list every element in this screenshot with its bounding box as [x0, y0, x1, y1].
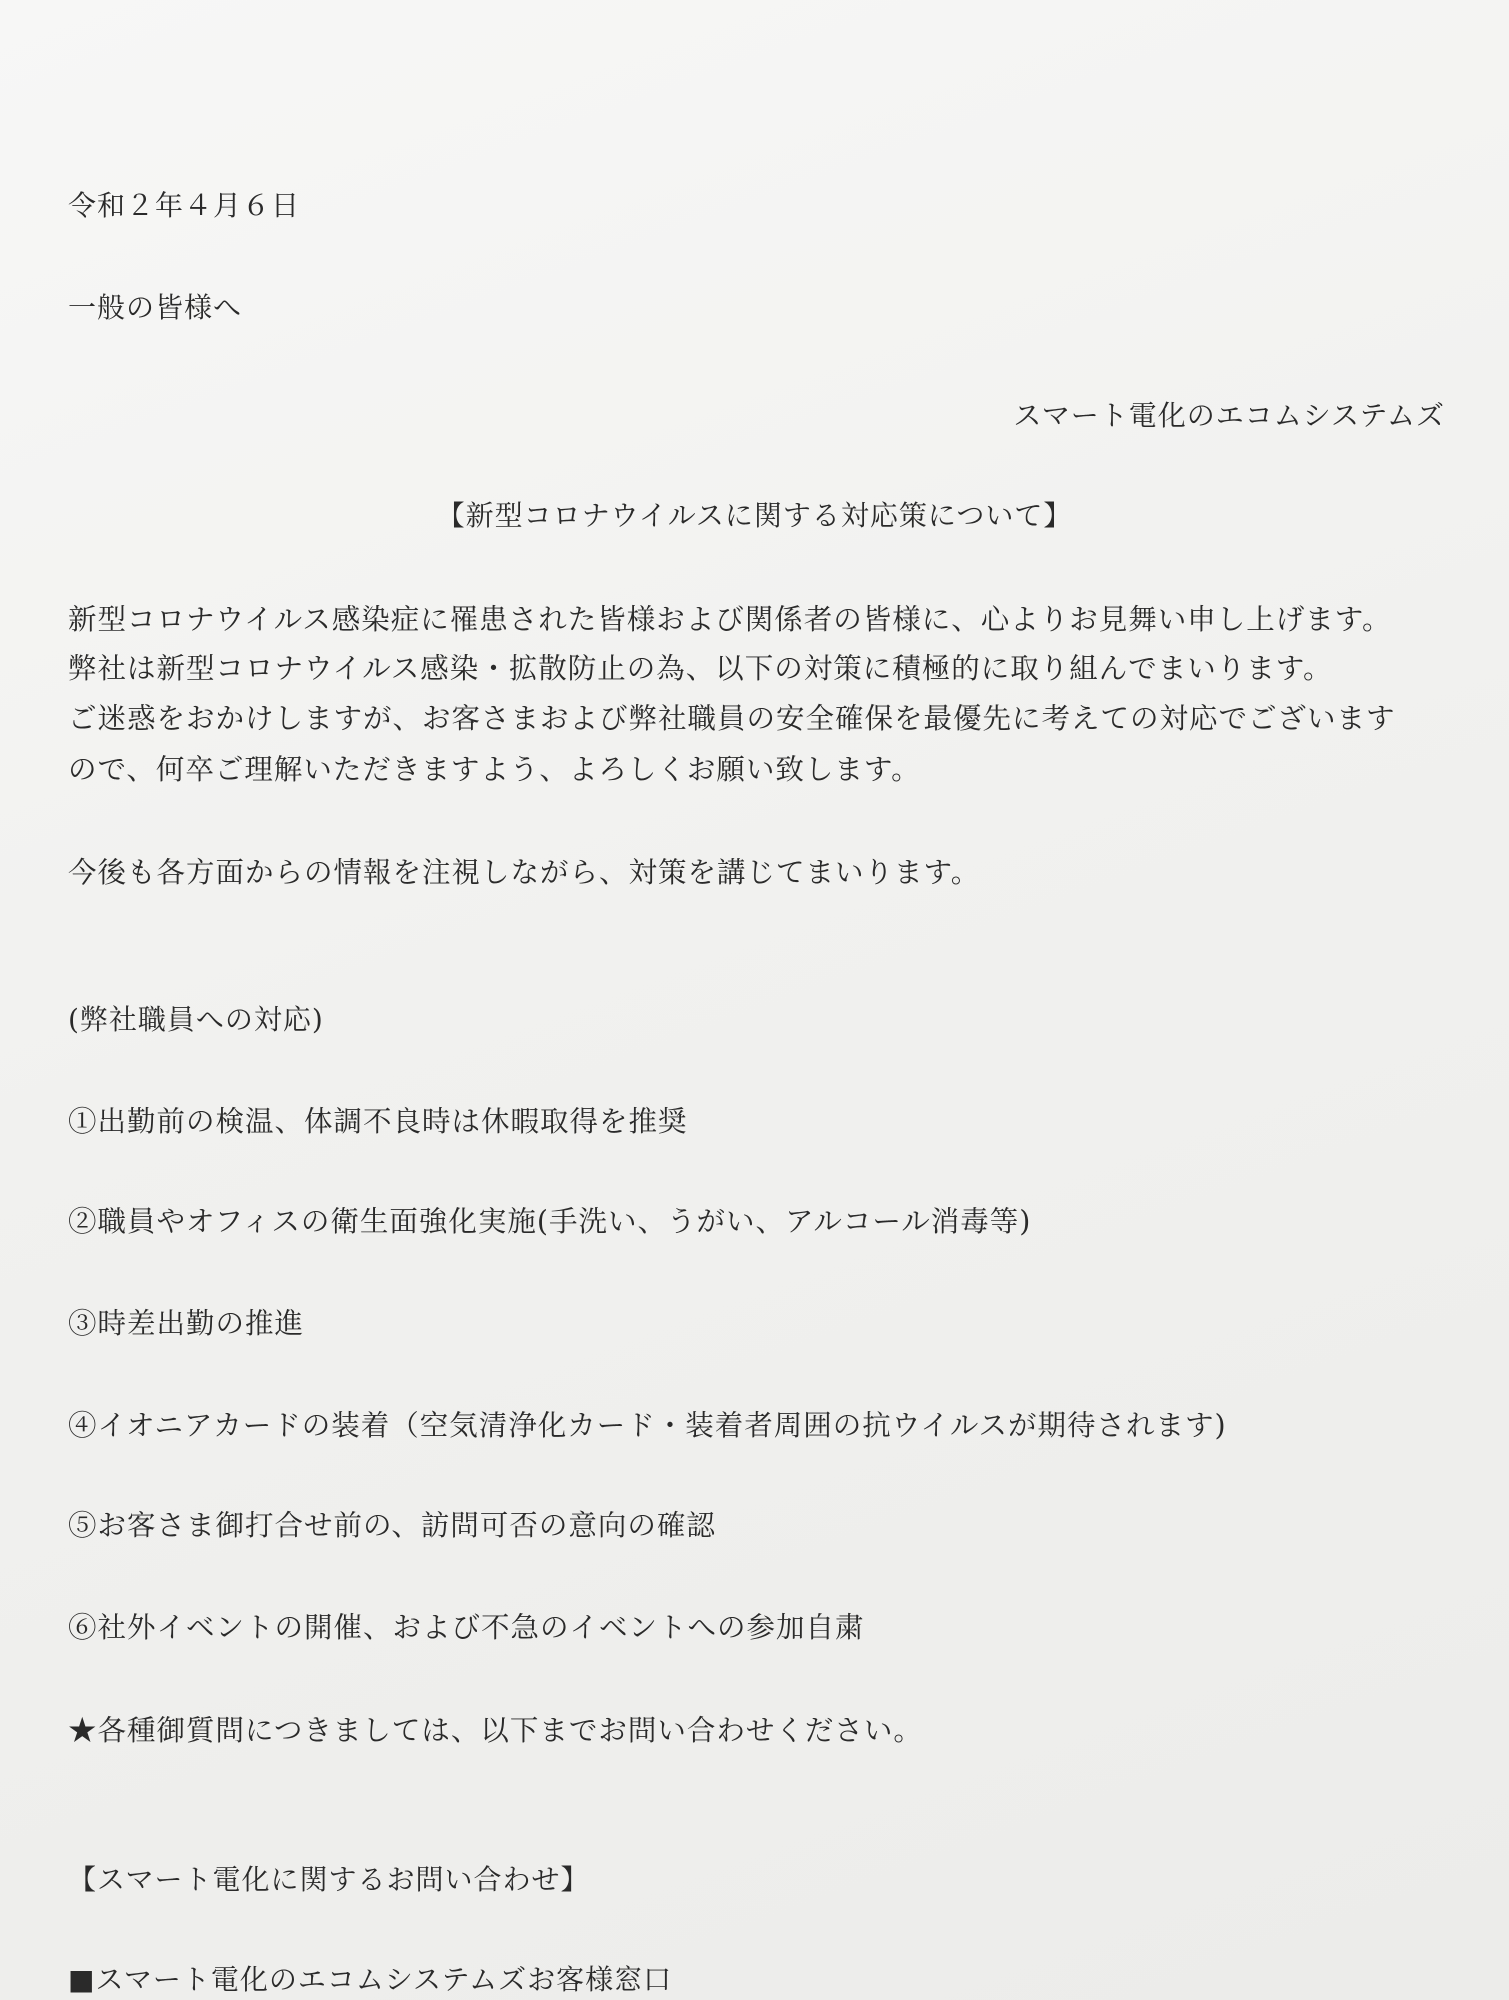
sender-name: スマート電化のエコムシステムズ	[1013, 399, 1445, 432]
notice-title: 【新型コロナウイルスに関する対応策について】	[436, 499, 1073, 532]
measure-item: ③時差出勤の推進	[68, 1307, 305, 1340]
intro-line: 新型コロナウイルス感染症に罹患された皆様および関係者の皆様に、心よりお見舞い申し上げます。	[68, 603, 1392, 636]
notice-date: 令和２年４月６日	[68, 189, 301, 222]
measure-item: ④イオニアカードの装着（空気清浄化カード・装着者周囲の抗ウイルスが期待されます)	[68, 1409, 1227, 1442]
measure-item: ⑥社外イベントの開催、および不急のイベントへの参加自粛	[68, 1611, 865, 1644]
recipient-line: 一般の皆様へ	[68, 291, 243, 324]
measure-item: ⑤お客さま御打合せ前の、訪問可否の意向の確認	[68, 1509, 716, 1542]
intro-line: ので、何卒ご理解いただきますよう、よろしくお願い致します。	[68, 753, 921, 786]
intro-line: ご迷惑をおかけしますが、お客さまおよび弊社職員の安全確保を最優先に考えての対応でございます	[68, 702, 1396, 735]
followup-text: 今後も各方面からの情報を注視しながら、対策を講じてまいります。	[68, 856, 981, 889]
measure-item: ①出勤前の検温、体調不良時は休暇取得を推奨	[68, 1105, 688, 1138]
measure-item: ②職員やオフィスの衛生面強化実施(手洗い、うがい、アルコール消毒等)	[68, 1205, 1032, 1238]
section-heading: (弊社職員への対応)	[68, 1003, 324, 1036]
intro-line: 弊社は新型コロナウイルス感染・拡散防止の為、以下の対策に積極的に取り組んでまいります。	[68, 652, 1333, 685]
contact-window: ■スマート電化のエコムシステムズお客様窓口	[68, 1963, 673, 1996]
inquiry-note: ★各種御質問につきましては、以下までお問い合わせください。	[68, 1714, 923, 1747]
contact-heading: 【スマート電化に関するお問い合わせ】	[68, 1863, 590, 1896]
